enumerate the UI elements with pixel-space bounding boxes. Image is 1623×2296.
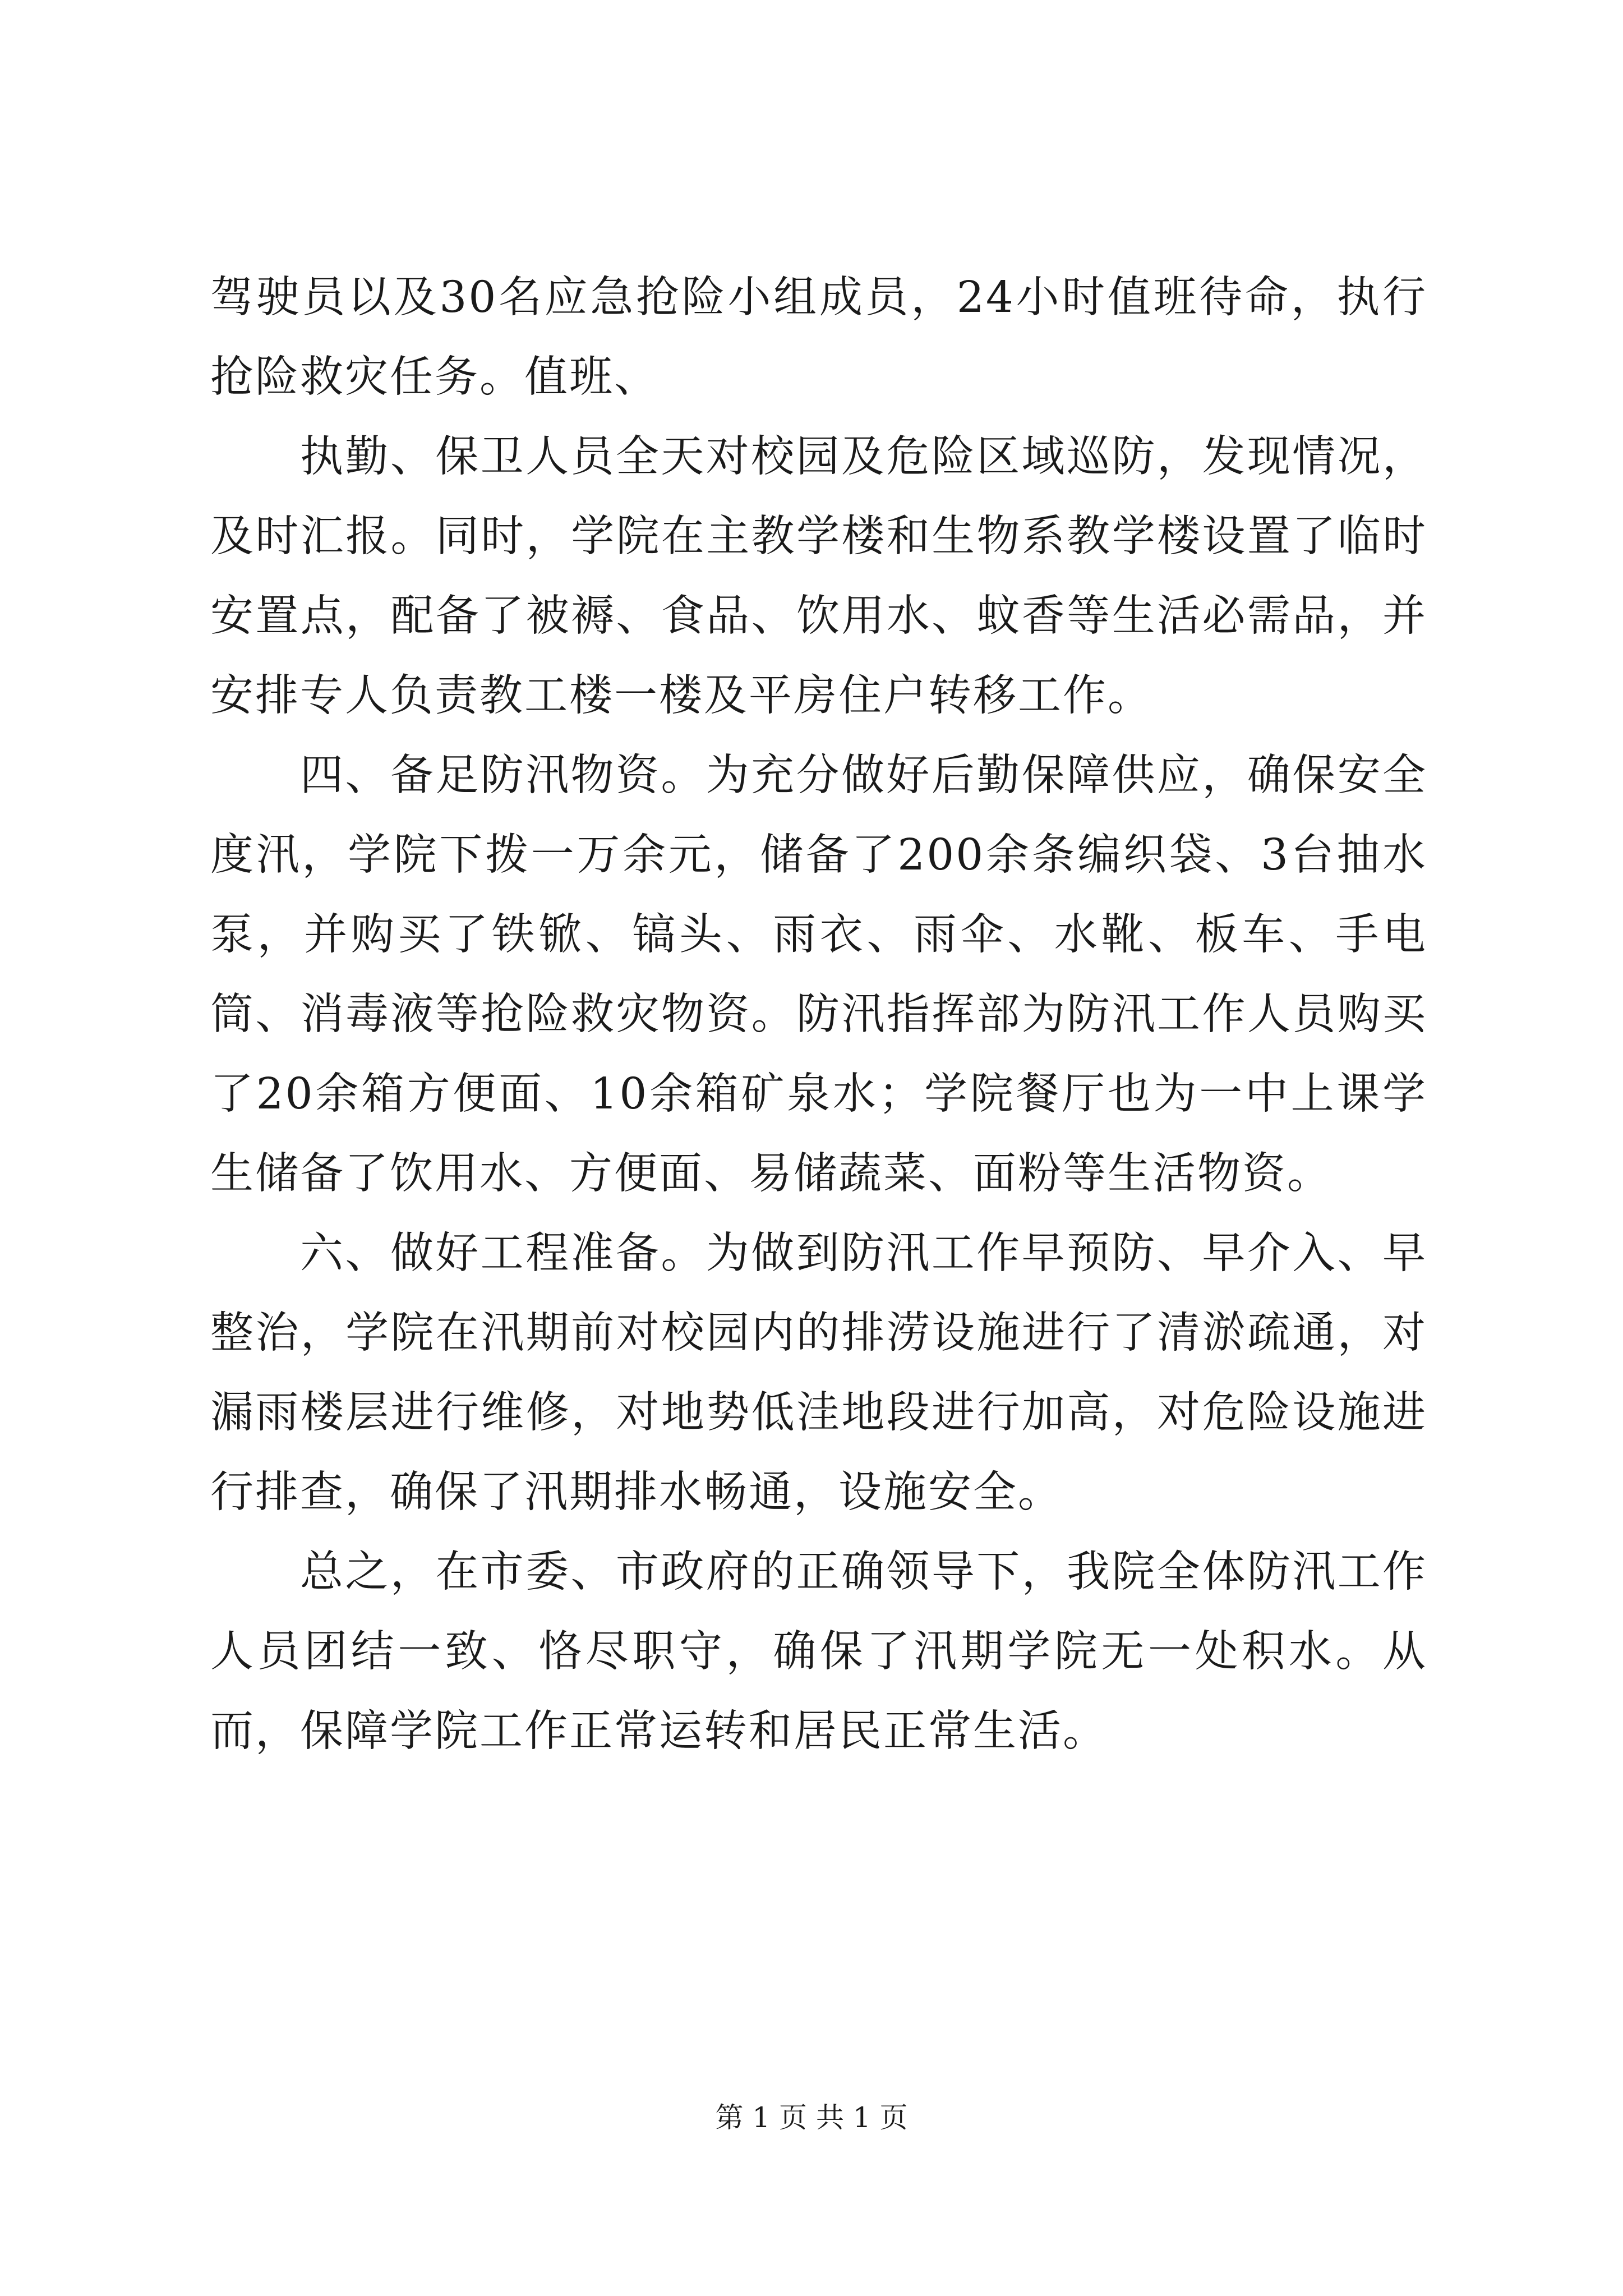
document-body xyxy=(210,258,1427,1772)
paragraph-engineering: 六、做好工程准备。为做到防汛工作早预防、早介入、早整治，学院在汛期前对校园内的排涝设施进行了清淤疏通，对漏雨楼层进行维修，对地势低洼地段进行加高，对危险设施进行排查，确保了汛期排水畅通，设施安全。 xyxy=(210,1228,1427,1517)
paragraph-continuation: 驾驶员以及30名应急抢险小组成员，24小时值班待命，执行抢险救灾任务。值班、 xyxy=(210,273,1427,402)
paragraph-duty-patrol: 执勤、保卫人员全天对校园及危险区域巡防，发现情况，及时汇报。同时，学院在主教学楼和生物系教学楼设置了临时安置点，配备了被褥、食品、饮用水、蚊香等生活必需品，并安排专人负责教工楼一楼及平房住户转移工作。 xyxy=(210,432,1427,721)
paragraph-conclusion: 总之，在市委、市政府的正确领导下，我院全体防汛工作人员团结一致、恪尽职守，确保了汛期学院无一处积水。从而，保障学院工作正常运转和居民正常生活。 xyxy=(210,1547,1427,1756)
paragraph-supplies: 四、备足防汛物资。为充分做好后勤保障供应，确保安全度汛，学院下拨一万余元，储备了200余条编织袋、3台抽水泵，并购买了铁锨、镐头、雨衣、雨伞、水靴、板车、手电筒、消毒液等抢险救灾物资。防汛指挥部为防汛工作人员购买了20余箱方便面、10余箱矿泉水；学院餐厅也为一中上课学生储备了饮用水、方便面、易储蔬菜、面粉等生活物资。 xyxy=(210,751,1427,1199)
page-footer: 第 1 页 共 1 页 xyxy=(715,2101,908,2134)
